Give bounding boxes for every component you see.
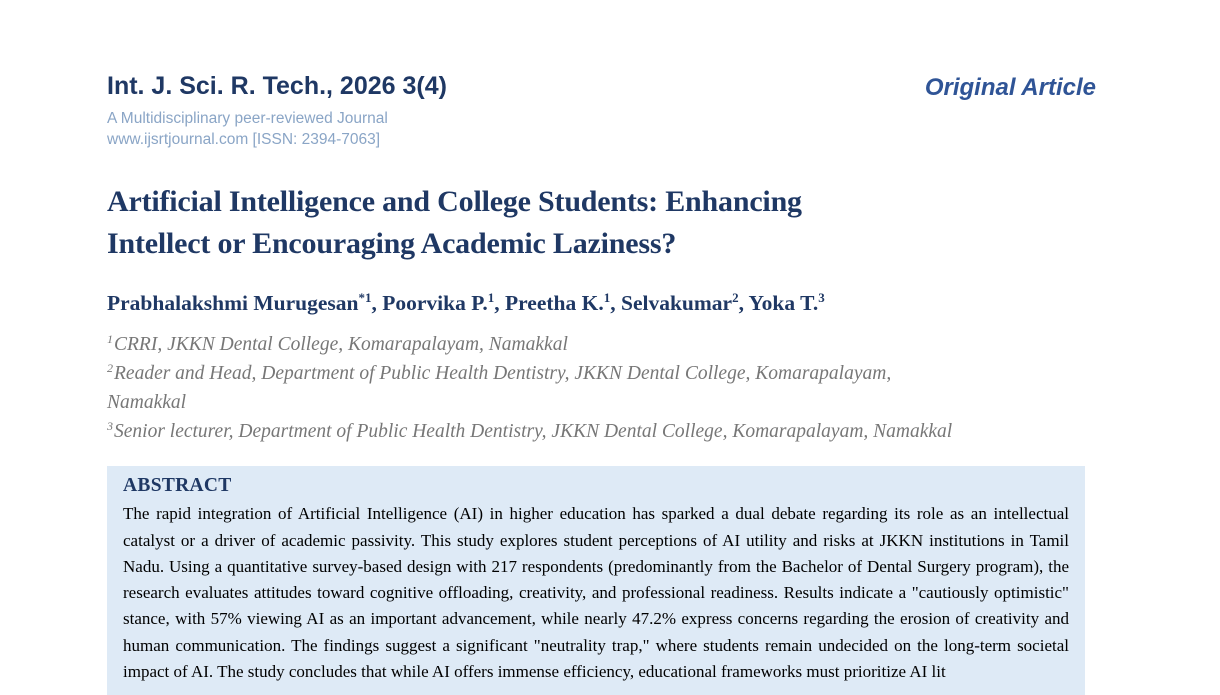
paper-title: [107, 181, 1096, 265]
journal-subtitle-block: [107, 108, 447, 151]
affiliation-superscript: 1: [107, 331, 113, 346]
author-superscript: 3: [818, 289, 825, 305]
journal-website-issn: www.ijsrtjournal.com [ISSN: 2394-7063]: [107, 131, 381, 149]
affiliation-superscript: 3: [107, 418, 113, 433]
author-superscript: 1: [487, 289, 495, 305]
affiliation-line-wrap: Namakkal: [107, 392, 187, 414]
paper-title-line-2: Intellect or Encouraging Academic Laziness?: [107, 226, 677, 260]
abstract-heading: ABSTRACT: [123, 475, 232, 497]
affiliations: [107, 330, 1096, 446]
author: Poorvika P.$^1$,: [382, 289, 506, 315]
author-superscript: 2: [732, 289, 739, 305]
journal-header: [107, 72, 1096, 151]
page-content: [107, 0, 1096, 695]
author-superscript: *1: [358, 289, 372, 305]
paper-title-line-1: Artificial Intelligence and College Students: Enhancing: [107, 184, 802, 218]
affiliation-line: $^2$Reader and Head, Department of Public Health Dentistry, JKKN Dental College, Komarapalayam, Namakkal: [107, 359, 1096, 417]
author: Yoka T.$^3$: [748, 289, 825, 315]
author-separator: ,: [738, 290, 749, 315]
journal-name: Int. J. Sci. R. Tech., 2026 3(4): [107, 72, 447, 100]
article-type-label: Original Article: [924, 74, 1096, 101]
author-separator: ,: [494, 290, 506, 315]
author-separator: ,: [371, 290, 383, 315]
author-superscript: 1: [603, 289, 611, 305]
abstract-section: [107, 466, 1085, 695]
author-separator: ,: [610, 290, 621, 315]
affiliation-superscript: 2: [107, 360, 113, 375]
author: Prabhalakshmi Murugesan$^{*1}$,: [107, 289, 383, 315]
author: Preetha K.$^1$,: [505, 289, 621, 315]
authors-line: [107, 291, 1096, 317]
author: Selvakumar$^2$,: [620, 289, 749, 315]
affiliation-line: $^3$Senior lecturer, Department of Public Health Dentistry, JKKN Dental College, Komarapalayam, Namakkal: [107, 418, 953, 443]
journal-identity: [107, 72, 447, 151]
abstract-text: The rapid integration of Artificial Intelligence (AI) in higher education has sparked a dual debate regarding its role as an intellectual catalyst or a driver of academic passivity. This study explores student perceptions of AI utility and risks at JKKN institutions in Tamil Nadu. Using a quantitative survey-based design with 217 respondents (predominantly from the Bachelor of Dental Surgery program), the research evaluates attitudes toward cognitive offloading, creativity, and professional readiness. Results indicate a "cautiously optimistic" stance, with 57% viewing AI as an important advancement, while nearly 47.2% express concerns regarding the erosion of creativity and human communication. The findings suggest a significant "neutrality trap," where students remain undecided on the long-term societal impact of AI. The study concludes that while AI offers immense efficiency, educational frameworks must prioritize AI lit: [123, 504, 1069, 682]
journal-subtitle: A Multidisciplinary peer-reviewed Journal: [107, 109, 388, 127]
affiliation-line: $^1$CRRI, JKKN Dental College, Komarapalayam, Namakkal: [107, 331, 568, 356]
